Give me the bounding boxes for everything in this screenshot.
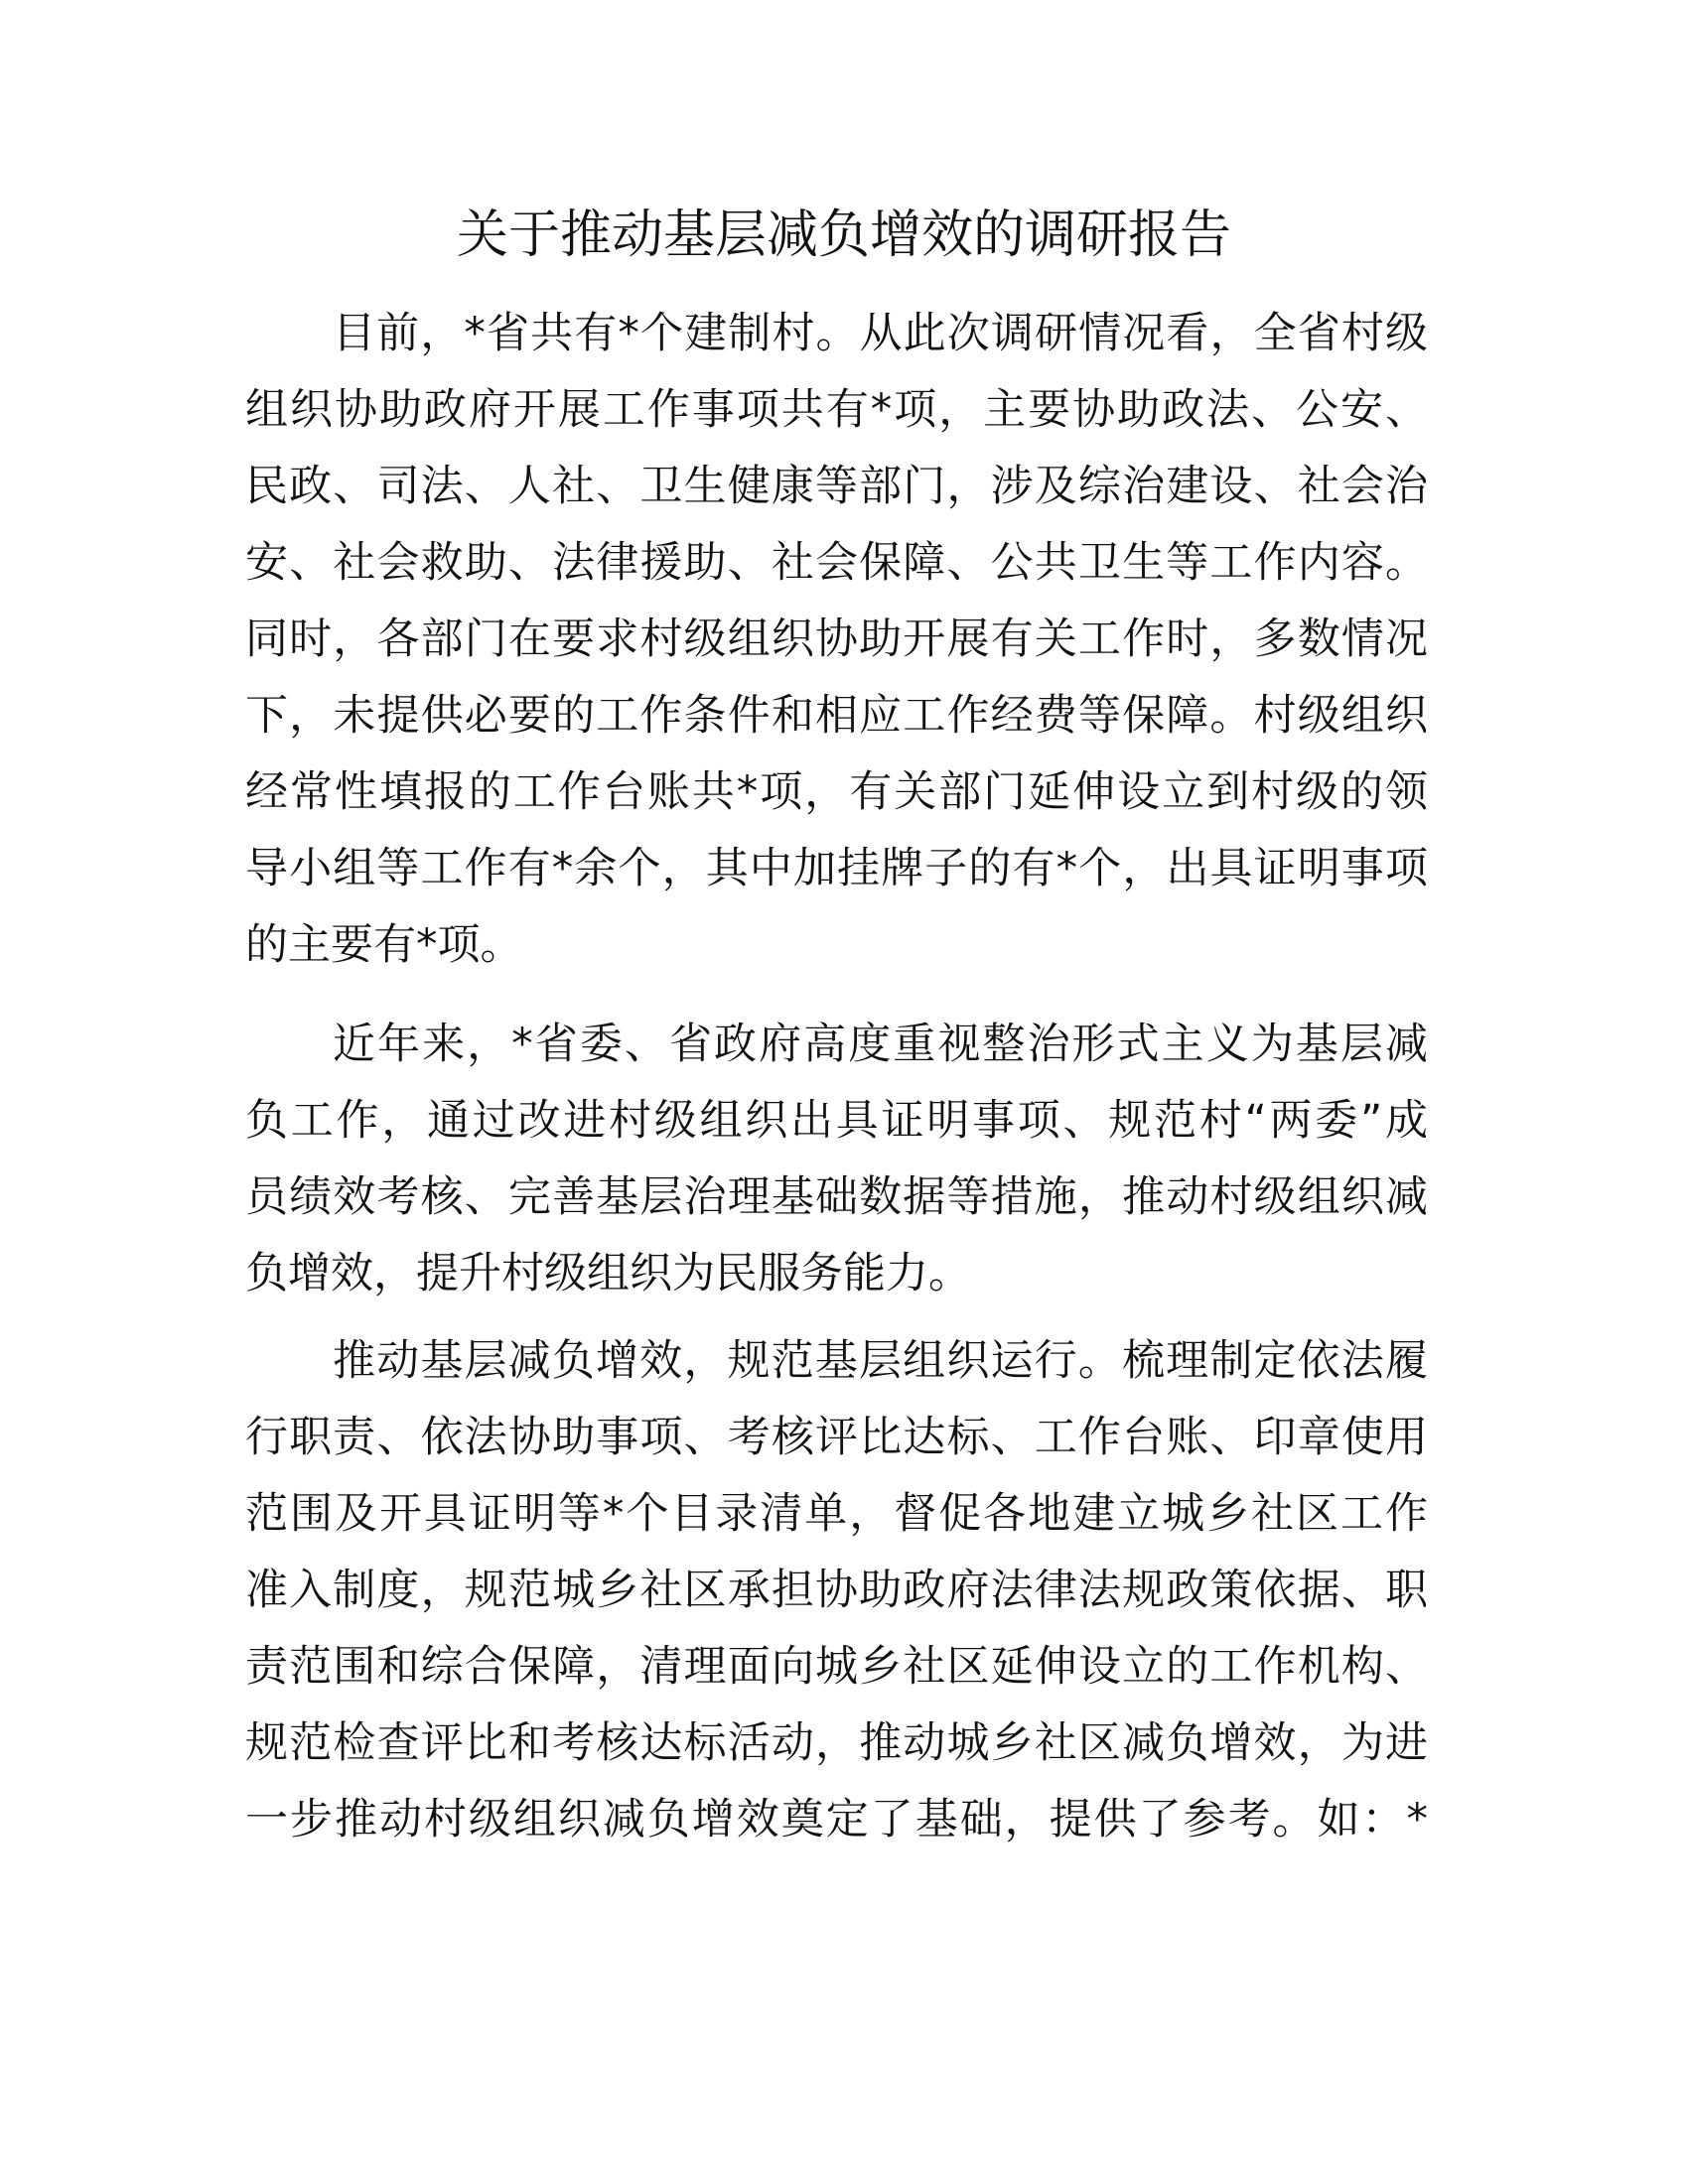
paragraph-3 <box>245 1323 1428 1858</box>
text-line: 规范检查评比和考核达标活动，推动城乡社区减负增效，为进 <box>245 1718 1428 1768</box>
text-line: 员绩效考核、完善基层治理基础数据等措施，推动村级组织减 <box>245 1172 1428 1222</box>
text-line: 经常性填报的工作台账共*项，有关部门延伸设立到村级的领 <box>245 767 1428 817</box>
text-line: 一步推动村级组织减负增效奠定了基础，提供了参考。如：* <box>245 1795 1428 1844</box>
text-line: 导小组等工作有*余个，其中加挂牌子的有*个，出具证明事项 <box>245 844 1428 893</box>
text-line: 安、社会救助、法律援助、社会保障、公共卫生等工作内容。 <box>245 538 1428 588</box>
text-line: 推动基层减负增效，规范基层组织运行。梳理制定依法履 <box>333 1336 1428 1386</box>
text-line: 下，未提供必要的工作条件和相应工作经费等保障。村级组织 <box>245 691 1428 741</box>
text-line: 同时，各部门在要求村级组织协助开展有关工作时，多数情况 <box>245 614 1428 664</box>
text-line: 民政、司法、人社、卫生健康等部门，涉及综治建设、社会治 <box>245 462 1428 511</box>
text-line: 负工作，通过改进村级组织出具证明事项、规范村“两委”成 <box>245 1096 1428 1146</box>
text-line: 准入制度，规范城乡社区承担协助政府法律法规政策依据、职 <box>245 1566 1428 1615</box>
text-line: 近年来，*省委、省政府高度重视整治形式主义为基层减 <box>333 1020 1428 1069</box>
text-line: 负增效，提升村级组织为民服务能力。 <box>245 1249 971 1298</box>
text-line: 的主要有*项。 <box>245 920 523 970</box>
text-line: 目前，*省共有*个建制村。从此次调研情况看，全省村级 <box>333 309 1428 358</box>
document-title: 关于推动基层减负增效的调研报告 <box>456 205 1231 265</box>
text-line: 责范围和综合保障，清理面向城乡社区延伸设立的工作机构、 <box>245 1642 1428 1692</box>
paragraph-1 <box>245 296 1428 984</box>
text-line: 范围及开具证明等*个目录清单，督促各地建立城乡社区工作 <box>245 1489 1428 1539</box>
text-line: 行职责、依法协助事项、考核评比达标、工作台账、印章使用 <box>245 1413 1428 1462</box>
paragraph-2 <box>245 1007 1428 1312</box>
text-line: 组织协助政府开展工作事项共有*项，主要协助政法、公安、 <box>245 385 1428 435</box>
